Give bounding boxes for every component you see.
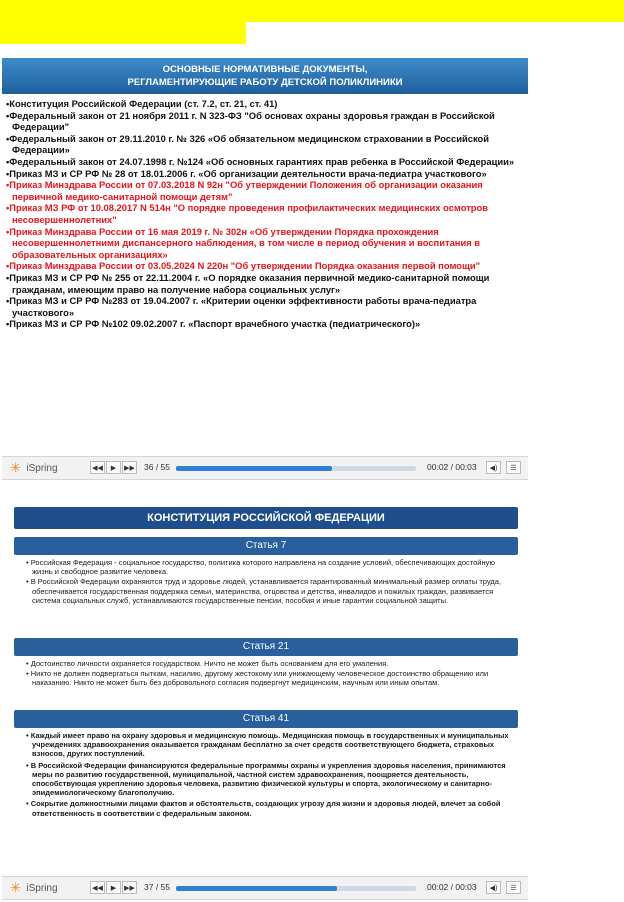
slide-37-title: КОНСТИТУЦИЯ РОССИЙСКОЙ ФЕДЕРАЦИИ xyxy=(14,507,518,529)
document-item: • Приказ Минздрава России от 16 мая 2019 г. № 302н «Об утверждении Порядка прохождения несовершеннолетними диспансерного наблюдения, в том числе в период обучения и воспитания в образовательных организациях» xyxy=(6,226,526,261)
forward-button[interactable]: ▶▶ xyxy=(122,881,137,894)
title-line-1: ОСНОВНЫЕ НОРМАТИВНЫЕ ДОКУМЕНТЫ, xyxy=(162,64,368,75)
article-21-p2: • Никто не должен подвергаться пыткам, насилию, другому жестокому или унижающему человеческое достоинство обращению или наказанию. Никто не может быть без добровольного согласия подвергнут медицинским, научным или иным опытам. xyxy=(26,669,512,687)
time-readout: 00:02 / 00:03 xyxy=(427,882,477,892)
progress-track[interactable] xyxy=(176,886,416,891)
document-item: • Приказ МЗ РФ от 10.08.2017 N 514н "О порядке проведения профилактических медицинских осмотров несовершеннолетних" xyxy=(6,202,526,225)
forward-button[interactable]: ▶▶ xyxy=(122,461,137,474)
article-41-list xyxy=(26,731,512,820)
article-21-p1: • Достоинство личности охраняется государством. Ничто не может быть основанием для его умаления. xyxy=(26,659,512,668)
document-item: • Приказ МЗ и СР РФ № 28 от 18.01.2006 г. «Об организации деятельности врача-педиатра участкового» xyxy=(6,168,526,180)
article-41-heading: Статья 41 xyxy=(14,710,518,728)
article-7-list xyxy=(26,558,512,606)
volume-button[interactable]: ◀) xyxy=(486,461,501,474)
article-21-list xyxy=(26,659,512,689)
documents-list xyxy=(6,98,526,330)
rewind-button[interactable]: ◀◀ xyxy=(90,461,105,474)
volume-button[interactable]: ◀) xyxy=(486,881,501,894)
rewind-button[interactable]: ◀◀ xyxy=(90,881,105,894)
slide-counter: 36 / 55 xyxy=(144,462,170,472)
ispring-logo xyxy=(10,881,58,895)
article-7-p1: • Российская Федерация - социальное государство, политика которого направлена на создание условий, обеспечивающих достойную жизнь и свободное развитие человека. xyxy=(26,558,512,576)
document-item: • Приказ МЗ и СР РФ №283 от 19.04.2007 г. «Критерии оценки эффективности работы врача-педиатра участкового» xyxy=(6,295,526,318)
document-item: • Приказ Минздрава России от 03.05.2024 N 220н "Об утверждении Порядка оказания первой помощи" xyxy=(6,260,526,272)
yellow-highlight-bar-short xyxy=(0,22,246,44)
progress-track[interactable] xyxy=(176,466,416,471)
document-item: • Конституция Российской Федерации (ст. 7.2, ст. 21, ст. 41) xyxy=(6,98,526,110)
ispring-brand: iSpring xyxy=(26,462,58,474)
article-41-p1: • Каждый имеет право на охрану здоровья и медицинскую помощь. Медицинская помощь в государственных и муниципальных учреждениях здравоохранения оказывается гражданам бесплатно за счет средств соответствующего бюджета, страховых взносов, других поступлений. xyxy=(26,731,512,759)
title-line-2: РЕГЛАМЕНТИРУЮЩИЕ РАБОТУ ДЕТСКОЙ ПОЛИКЛИНИКИ xyxy=(127,77,403,88)
document-item: • Федеральный закон от 24.07.1998 г. №124 «Об основных гарантиях прав ребенка в Российской Федерации» xyxy=(6,156,526,168)
article-7-heading: Статья 7 xyxy=(14,537,518,555)
play-button[interactable]: ▶ xyxy=(106,461,121,474)
slide-36-title xyxy=(2,58,528,94)
document-item: • Федеральный закон от 29.11.2010 г. № 326 «Об обязательном медицинском страховании в Российской Федерации» xyxy=(6,133,526,156)
outline-button[interactable]: ☰ xyxy=(506,461,521,474)
player-controls-36 xyxy=(2,456,528,480)
yellow-highlight-bar xyxy=(0,0,624,22)
document-item: • Федеральный закон от 21 ноября 2011 г. N 323-ФЗ "Об основах охраны здоровья граждан в Российской Федерации" xyxy=(6,110,526,133)
slide-37 xyxy=(2,480,528,872)
player-controls-37 xyxy=(2,876,528,900)
article-21-heading: Статья 21 xyxy=(14,638,518,656)
ispring-logo-icon: ✳ xyxy=(10,460,21,475)
progress-fill xyxy=(176,466,332,471)
slide-counter: 37 / 55 xyxy=(144,882,170,892)
article-7-p2: • В Российской Федерации охраняются труд и здоровье людей, устанавливается гарантированный минимальный размер оплаты труда, обеспечивается государственная поддержка семьи, материнства, отцовства и детства, инвалидов и пожилых граждан, развивается система социальных служб, устанавливаются государственные пенсии, пособия и иные гарантии социальной защиты. xyxy=(26,577,512,605)
ispring-logo xyxy=(10,461,58,475)
play-button[interactable]: ▶ xyxy=(106,881,121,894)
time-readout: 00:02 / 00:03 xyxy=(427,462,477,472)
progress-fill xyxy=(176,886,337,891)
slide-36 xyxy=(2,58,528,456)
ispring-brand: iSpring xyxy=(26,882,58,894)
article-41-p2: • В Российской Федерации финансируются федеральные программы охраны и укрепления здоровья населения, принимаются меры по развитию государственной, муниципальной, частной систем здравоохранения, поощряется деятельность, способствующая укреплению здоровья человека, развитию физической культуры и спорта, экологическому и санитарно-эпидемиологическому благополучию. xyxy=(26,761,512,798)
document-item: • Приказ МЗ и СР РФ № 255 от 22.11.2004 г. «О порядке оказания первичной медико-санитарной помощи гражданам, имеющим право на получение набора социальных услуг» xyxy=(6,272,526,295)
ispring-logo-icon: ✳ xyxy=(10,880,21,895)
document-item: • Приказ МЗ и СР РФ №102 09.02.2007 г. «Паспорт врачебного участка (педиатрического)» xyxy=(6,318,526,330)
outline-button[interactable]: ☰ xyxy=(506,881,521,894)
document-item: • Приказ Минздрава России от 07.03.2018 N 92н "Об утверждении Положения об организации оказания первичной медико-санитарной помощи детям" xyxy=(6,179,526,202)
article-41-p3: • Сокрытие должностными лицами фактов и обстоятельств, создающих угрозу для жизни и здоровья людей, влечет за собой ответственность в соответствии с федеральным законом. xyxy=(26,799,512,817)
